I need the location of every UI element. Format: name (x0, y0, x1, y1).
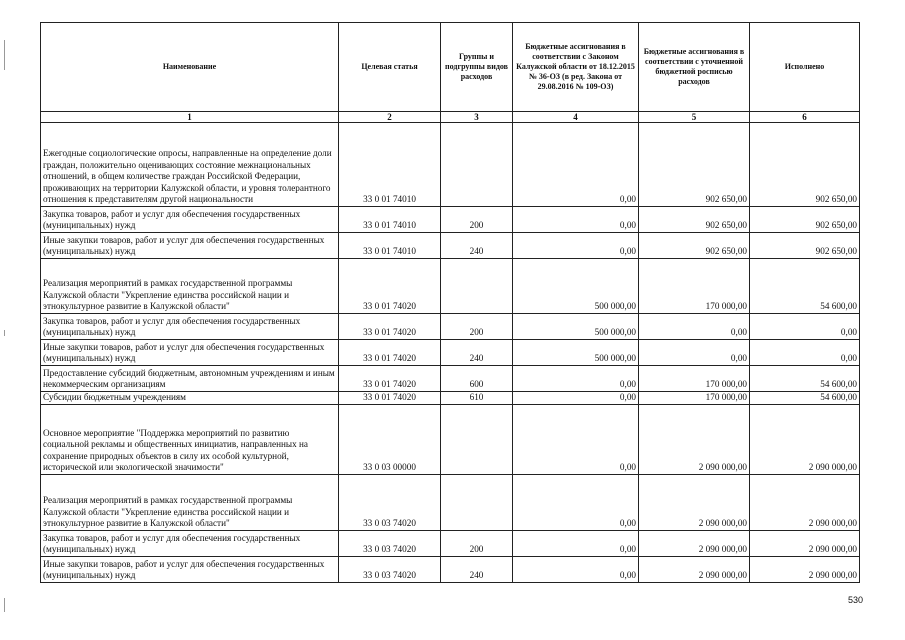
row-expense-group (441, 405, 513, 475)
page-number: 530 (847, 595, 863, 605)
row-plan-amount: 0,00 (639, 340, 750, 366)
row-name: Предоставление субсидий бюджетным, автономным учреждениям и иным некоммерческим организациям (41, 366, 339, 392)
row-executed-amount: 2 090 000,00 (750, 557, 860, 583)
table-row (41, 233, 860, 259)
row-plan-amount: 170 000,00 (639, 366, 750, 392)
header-law-allocations: Бюджетные ассигнования в соответствии с Законом Калужской области от 18.12.2015 № 36-ОЗ (в ред. Закона от 29.08.2016 № 109-ОЗ) (513, 23, 639, 112)
row-name: Закупка товаров, работ и услуг для обеспечения государственных (муниципальных) нужд (41, 207, 339, 233)
table-row (41, 405, 860, 475)
row-name: Субсидии бюджетным учреждениям (41, 392, 339, 405)
row-expense-group (441, 259, 513, 314)
row-target-article: 33 0 03 74020 (339, 557, 441, 583)
row-name: Иные закупки товаров, работ и услуг для обеспечения государственных (муниципальных) нужд (41, 557, 339, 583)
table-row (41, 475, 860, 531)
row-law-amount: 0,00 (513, 475, 639, 531)
row-law-amount: 0,00 (513, 557, 639, 583)
row-name: Ежегодные социологические опросы, направленные на определение доли граждан, положительно оценивающих состояние межнациональных отношений, в общем количестве граждан Российской Федерации, проживающих на территории Калужской области, и уровня толерантного отношения к представителям другой национальности (41, 123, 339, 207)
row-name: Иные закупки товаров, работ и услуг для обеспечения государственных (муниципальных) нужд (41, 233, 339, 259)
row-expense-group: 240 (441, 340, 513, 366)
row-executed-amount: 54 600,00 (750, 392, 860, 405)
scan-edge-mark (4, 598, 5, 612)
row-target-article: 33 0 03 74020 (339, 475, 441, 531)
row-executed-amount: 902 650,00 (750, 123, 860, 207)
row-name: Закупка товаров, работ и услуг для обеспечения государственных (муниципальных) нужд (41, 314, 339, 340)
row-law-amount: 500 000,00 (513, 259, 639, 314)
row-expense-group: 240 (441, 557, 513, 583)
row-name: Реализация мероприятий в рамках государственной программы Калужской области "Укрепление единства российской нации и этнокультурное развитие в Калужской области" (41, 475, 339, 531)
column-number: 2 (339, 112, 441, 123)
row-executed-amount: 0,00 (750, 340, 860, 366)
row-plan-amount: 2 090 000,00 (639, 557, 750, 583)
row-law-amount: 0,00 (513, 207, 639, 233)
row-executed-amount: 54 600,00 (750, 259, 860, 314)
row-plan-amount: 902 650,00 (639, 123, 750, 207)
row-expense-group (441, 475, 513, 531)
row-law-amount: 500 000,00 (513, 314, 639, 340)
row-plan-amount: 2 090 000,00 (639, 405, 750, 475)
table-row (41, 207, 860, 233)
row-expense-group: 240 (441, 233, 513, 259)
column-number: 1 (41, 112, 339, 123)
row-expense-group: 200 (441, 314, 513, 340)
row-executed-amount: 2 090 000,00 (750, 531, 860, 557)
row-plan-amount: 902 650,00 (639, 233, 750, 259)
scan-edge-mark (4, 330, 5, 336)
row-name: Реализация мероприятий в рамках государственной программы Калужской области "Укрепление единства российской нации и этнокультурное развитие в Калужской области" (41, 259, 339, 314)
row-expense-group: 200 (441, 531, 513, 557)
row-target-article: 33 0 03 74020 (339, 531, 441, 557)
table-row (41, 314, 860, 340)
row-executed-amount: 902 650,00 (750, 233, 860, 259)
table-row (41, 531, 860, 557)
header-revised-allocations: Бюджетные ассигнования в соответствии с уточненной бюджетной росписью расходов (639, 23, 750, 112)
row-expense-group: 200 (441, 207, 513, 233)
row-target-article: 33 0 01 74020 (339, 366, 441, 392)
row-target-article: 33 0 01 74020 (339, 340, 441, 366)
column-number-row (41, 112, 860, 123)
header-name: Наименование (41, 23, 339, 112)
column-number: 4 (513, 112, 639, 123)
row-target-article: 33 0 01 74010 (339, 123, 441, 207)
budget-execution-table (40, 22, 860, 583)
header-row (41, 23, 860, 112)
row-executed-amount: 2 090 000,00 (750, 475, 860, 531)
row-executed-amount: 0,00 (750, 314, 860, 340)
row-target-article: 33 0 01 74020 (339, 314, 441, 340)
row-name: Закупка товаров, работ и услуг для обеспечения государственных (муниципальных) нужд (41, 531, 339, 557)
row-plan-amount: 170 000,00 (639, 392, 750, 405)
row-law-amount: 500 000,00 (513, 340, 639, 366)
row-plan-amount: 902 650,00 (639, 207, 750, 233)
row-name: Основное мероприятие "Поддержка мероприятий по развитию социальной рекламы и общественных инициатив, направленных на сохранение природных объектов в силу их особой культурной, исторической или экологической значимости" (41, 405, 339, 475)
table-row (41, 340, 860, 366)
row-law-amount: 0,00 (513, 233, 639, 259)
row-law-amount: 0,00 (513, 123, 639, 207)
table-row (41, 557, 860, 583)
row-plan-amount: 2 090 000,00 (639, 531, 750, 557)
row-law-amount: 0,00 (513, 366, 639, 392)
row-name: Иные закупки товаров, работ и услуг для обеспечения государственных (муниципальных) нужд (41, 340, 339, 366)
column-number: 3 (441, 112, 513, 123)
row-target-article: 33 0 01 74010 (339, 207, 441, 233)
column-number: 6 (750, 112, 860, 123)
row-plan-amount: 0,00 (639, 314, 750, 340)
header-target-article: Целевая статья (339, 23, 441, 112)
row-law-amount: 0,00 (513, 531, 639, 557)
scan-edge-mark (4, 40, 5, 70)
row-executed-amount: 54 600,00 (750, 366, 860, 392)
row-target-article: 33 0 03 00000 (339, 405, 441, 475)
header-expense-groups: Группы и подгруппы видов расходов (441, 23, 513, 112)
row-expense-group: 610 (441, 392, 513, 405)
column-number: 5 (639, 112, 750, 123)
table-row (41, 259, 860, 314)
table-row (41, 123, 860, 207)
row-plan-amount: 170 000,00 (639, 259, 750, 314)
row-executed-amount: 902 650,00 (750, 207, 860, 233)
row-plan-amount: 2 090 000,00 (639, 475, 750, 531)
row-law-amount: 0,00 (513, 392, 639, 405)
table-row (41, 392, 860, 405)
row-expense-group (441, 123, 513, 207)
row-law-amount: 0,00 (513, 405, 639, 475)
header-executed: Исполнено (750, 23, 860, 112)
row-expense-group: 600 (441, 366, 513, 392)
table-row (41, 366, 860, 392)
row-target-article: 33 0 01 74020 (339, 392, 441, 405)
row-target-article: 33 0 01 74020 (339, 259, 441, 314)
row-executed-amount: 2 090 000,00 (750, 405, 860, 475)
row-target-article: 33 0 01 74010 (339, 233, 441, 259)
